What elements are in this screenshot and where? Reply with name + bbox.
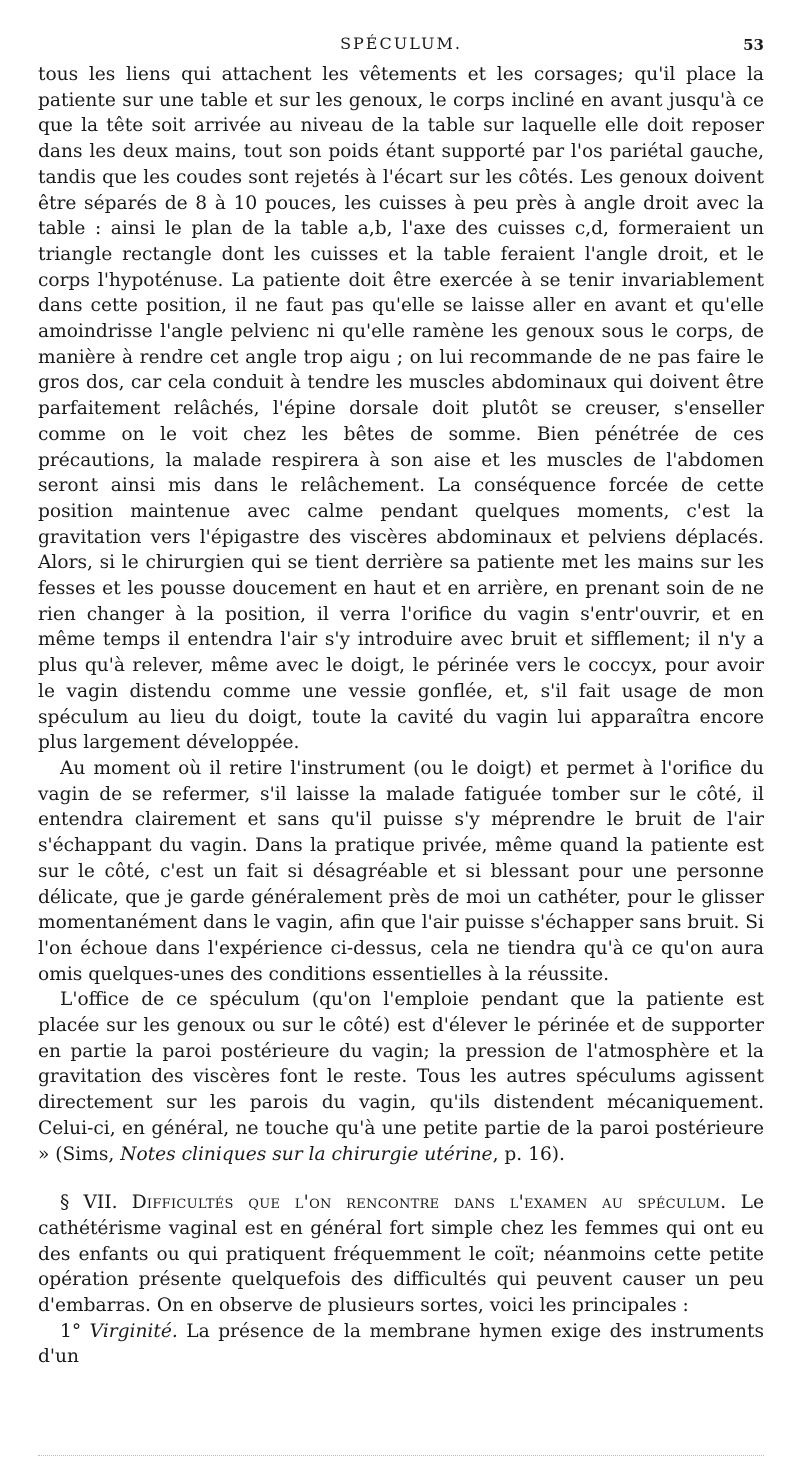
section-heading: Difficultés que l'on rencontre dans l'examen au spéculum. bbox=[131, 1192, 727, 1214]
paragraph-1: tous les liens qui attachent les vêtements et les corsages; qu'il place la patiente sur une table et sur les genoux, le corps incliné en avant jusqu'à ce que la tête soit arrivée au niveau de la table sur laquelle elle doit reposer dans les deux mains, tout son poids étant supporté par l'os pariétal gauche, tandis que les coudes sont rejetés à l'écart sur les côtés. Les genoux doivent être séparés de 8 à 10 pouces, les cuisses à peu près à angle droit avec la table : ainsi le plan de la table a,b, l'axe des cuisses c,d, formeraient un triangle rectangle dont les cuisses et la table feraient l'angle droit, et le corps l'hypoténuse. La patiente doit être exercée à se tenir invariablement dans cette position, il ne faut pas qu'elle se laisse aller en avant et qu'elle amoindrisse l'angle pelvienc ni qu'elle ramène les genoux sous le corps, de manière à rendre cet angle trop aigu ; on lui recommande de ne pas faire le gros dos, car cela conduit à tendre les muscles abdominaux qui doivent être parfaitement relâchés, l'épine dorsale doit plutôt se creuser, s'enseller comme on le voit chez les bêtes de somme. Bien pénétrée de ces précautions, la malade respirera à son aise et les muscles de l'abdomen seront ainsi mis dans le relâchement. La conséquence forcée de cette position maintenue avec calme pendant quelques moments, c'est la gravitation vers l'épigastre des viscères abdominaux et pelviens déplacés. Alors, si le chirurgien qui se tient derrière sa patiente met les mains sur les fesses et les pousse doucement en haut et en arrière, en prenant soin de ne rien changer à la position, il verra l'orifice du vagin s'entr'ouvrir, et en même temps il entendra l'air s'y introduire avec bruit et sifflement; il n'y a plus qu'à relever, même avec le doigt, le périnée vers le coccyx, pour avoir le vagin distendu comme une vessie gonflée, et, s'il fait usage de mon spéculum au lieu du doigt, toute la cavité du vagin lui apparaîtra encore plus largement développée. bbox=[38, 64, 764, 754]
list-item-text: La présence de la membrane hymen exige des instruments d'un bbox=[38, 1320, 764, 1368]
page-number: 53 bbox=[743, 36, 764, 54]
book-page bbox=[38, 22, 764, 1370]
paragraph-3 bbox=[38, 987, 764, 1167]
section-marker: § VII. bbox=[60, 1192, 118, 1214]
paragraph-3-end: , p. 16). bbox=[492, 1143, 565, 1165]
section-vii-text: Le cathétérisme vaginal est en général fort simple chez les femmes qui ont eu des enfants ou qui pratiquent fréquemment le coït; néanmoins cette petite opération présente quelquefois des difficultés qui peuvent causer un peu d'embarras. On en observe de plusieurs sortes, voici les principales : bbox=[38, 1192, 764, 1317]
citation-title: Notes cliniques sur la chirurgie utérine bbox=[120, 1143, 493, 1165]
list-item-virginite bbox=[38, 1319, 764, 1370]
footer-rule bbox=[38, 1455, 764, 1456]
page-header bbox=[38, 22, 764, 62]
section-vii-paragraph bbox=[38, 1190, 764, 1319]
section-spacer bbox=[38, 1167, 764, 1190]
list-number: 1° bbox=[60, 1320, 90, 1342]
paragraph-3-text: L'office de ce spéculum (qu'on l'emploie pendant que la patiente est placée sur les genoux ou sur le côté) est d'élever le périnée et de supporter en partie la paroi postérieure du vagin; la pression de l'atmosphère et la gravitation des viscères font le reste. Tous les autres spéculums agissent directement sur les parois du vagin, qu'ils distendent mécaniquement. Celui-ci, en général, ne touche qu'à une petite partie de la paroi postérieure » (Sims, bbox=[38, 989, 764, 1165]
list-item-title: Virginité. bbox=[89, 1320, 178, 1342]
running-title: SPÉCULUM. bbox=[340, 34, 462, 53]
paragraph-2: Au moment où il retire l'instrument (ou le doigt) et permet à l'orifice du vagin de se refermer, s'il laisse la malade fatiguée tomber sur le côté, il entendra clairement et sans qu'il puisse s'y méprendre le bruit de l'air s'échappant du vagin. Dans la pratique privée, même quand la patiente est sur le côté, c'est un fait si désagréable et si blessant pour une personne délicate, que je garde généralement près de moi un cathéter, pour le glisser momentanément dans le vagin, afin que l'air puisse s'échapper sans bruit. Si l'on échoue dans l'expérience ci-dessus, cela ne tiendra qu'à ce qu'on aura omis quelques-unes des conditions essentielles à la réussite. bbox=[38, 757, 764, 985]
